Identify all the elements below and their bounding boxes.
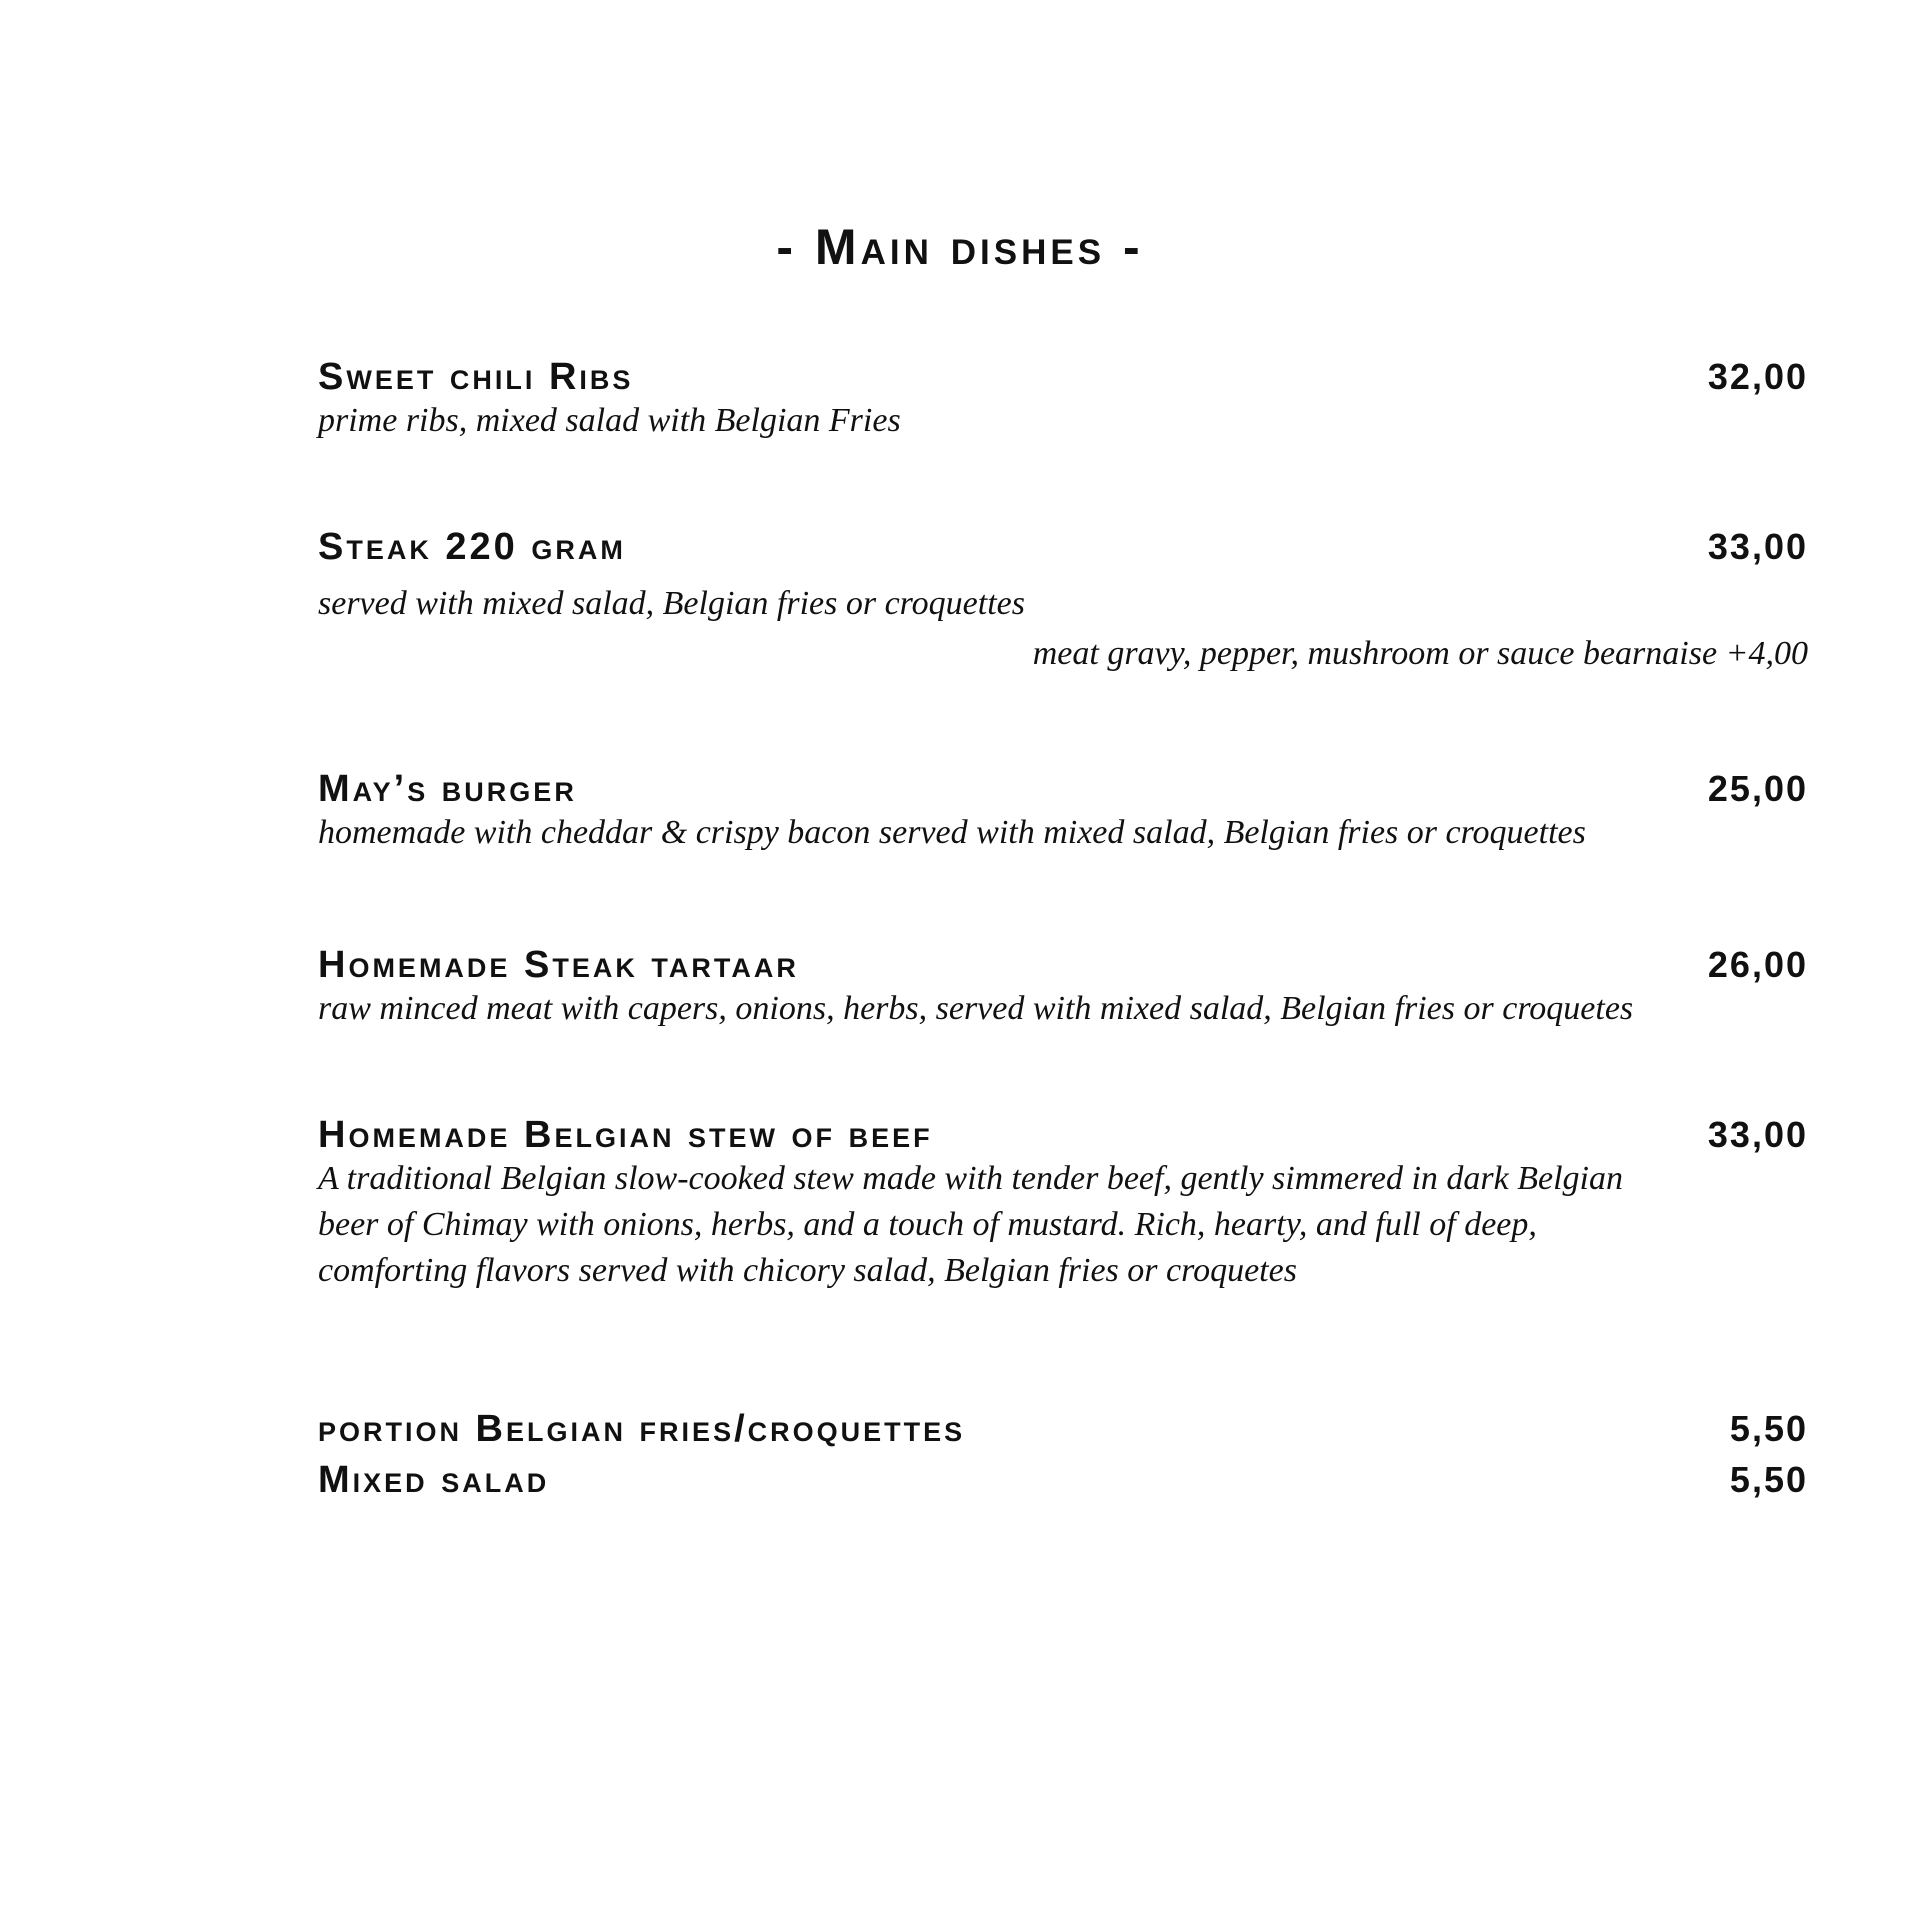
dish-name: May’s burger (318, 768, 577, 810)
menu-item-mays-burger (318, 770, 1808, 808)
side-name: Mixed salad (318, 1459, 550, 1501)
dish-description-line: A traditional Belgian slow-cooked stew made with tender beef, gently simmered in dark Belgian (318, 1160, 1623, 1197)
dish-name: Homemade Steak tartaar (318, 944, 799, 986)
dish-description-line: beer of Chimay with onions, herbs, and a touch of mustard. Rich, hearty, and full of deep, (318, 1206, 1537, 1243)
dish-description: homemade with cheddar & crispy bacon served with mixed salad, Belgian fries or croquettes (318, 814, 1586, 851)
dish-description: raw minced meat with capers, onions, herbs, served with mixed salad, Belgian fries or croquetes (318, 990, 1634, 1027)
side-name: portion Belgian fries/croquettes (318, 1408, 966, 1450)
side-price: 5,50 (1729, 1459, 1808, 1500)
menu-item-steak-220-gram (318, 528, 1808, 566)
menu-item-homemade-steak-tartaar (318, 946, 1808, 984)
dish-price: 33,00 (1707, 526, 1808, 567)
menu-item-sweet-chili-ribs (318, 358, 1808, 396)
page-title: - Main dishes - (776, 219, 1144, 275)
dish-name: Sweet chili Ribs (318, 356, 634, 398)
side-price: 5,50 (1729, 1408, 1808, 1449)
dish-name: Steak 220 gram (318, 526, 626, 568)
dish-name: Homemade Belgian stew of beef (318, 1114, 933, 1156)
dish-price: 32,00 (1707, 356, 1808, 397)
side-item-fries-croquettes (318, 1410, 1808, 1448)
dish-description-line: comforting flavors served with chicory salad, Belgian fries or croquetes (318, 1252, 1297, 1289)
menu-item-homemade-belgian-stew (318, 1116, 1808, 1154)
dish-price: 25,00 (1707, 768, 1808, 809)
dish-description: served with mixed salad, Belgian fries or croquettes (318, 585, 1025, 622)
dish-sauce-option: meat gravy, pepper, mushroom or sauce bearnaise +4,00 (1032, 635, 1808, 672)
dish-price: 26,00 (1707, 944, 1808, 985)
dish-price: 33,00 (1707, 1114, 1808, 1155)
side-item-mixed-salad (318, 1461, 1808, 1499)
dish-description: prime ribs, mixed salad with Belgian Fries (318, 402, 901, 439)
